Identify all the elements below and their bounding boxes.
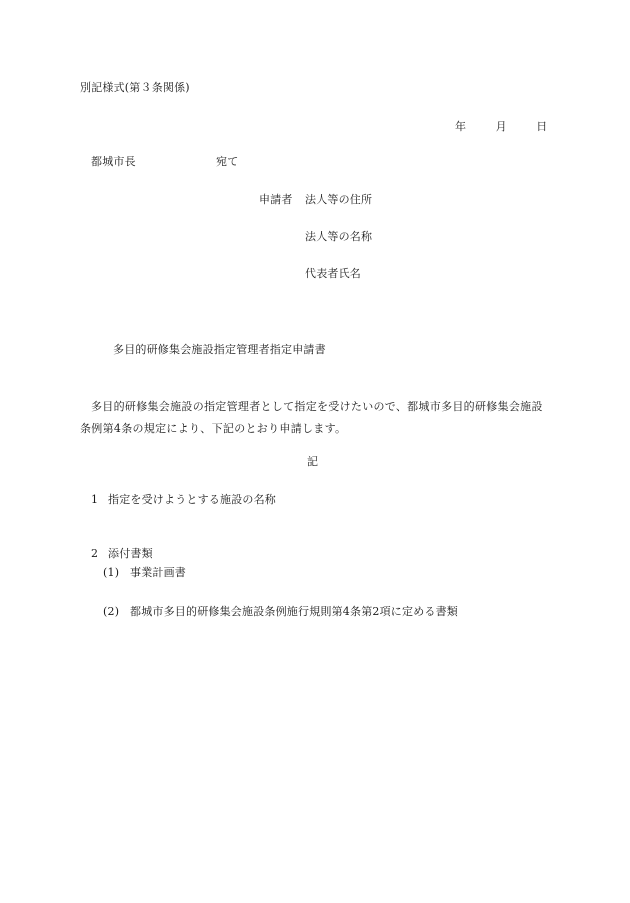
item-1-number: 1 xyxy=(91,493,99,506)
item-2-number: 2 xyxy=(91,547,99,560)
applicant-address-label: 法人等の住所 xyxy=(305,193,373,206)
date-line xyxy=(455,121,547,132)
document-title: 多目的研修集会施設指定管理者指定申請書 xyxy=(113,343,326,356)
form-label: 別記様式(第３条関係) xyxy=(80,81,190,94)
body-paragraph: 多目的研修集会施設の指定管理者として指定を受けたいので、都城市多目的研修集会施設条例第4条の規定により、下記のとおり申請します。 xyxy=(80,400,543,435)
addressee-suffix: 宛て xyxy=(216,155,239,168)
subitem-2-text: 都城市多目的研修集会施設条例施行規則第4条第2項に定める書類 xyxy=(130,605,458,618)
representative-name-label: 代表者氏名 xyxy=(305,267,361,280)
addressee-name: 都城市長 xyxy=(91,155,136,168)
applicant-label: 申請者 xyxy=(259,193,293,206)
date-year-label: 年 xyxy=(455,120,467,133)
date-day-label: 日 xyxy=(536,120,548,133)
subitem-1-text: 事業計画書 xyxy=(130,566,186,579)
item-1-text: 指定を受けようとする施設の名称 xyxy=(108,493,276,506)
ki-heading: 記 xyxy=(307,455,319,468)
applicant-name-label: 法人等の名称 xyxy=(305,230,373,243)
subitem-1-number: (1) xyxy=(103,566,120,579)
subitem-2-number: (2) xyxy=(103,605,120,618)
item-2-text: 添付書類 xyxy=(108,547,153,560)
date-month-label: 月 xyxy=(495,120,507,133)
